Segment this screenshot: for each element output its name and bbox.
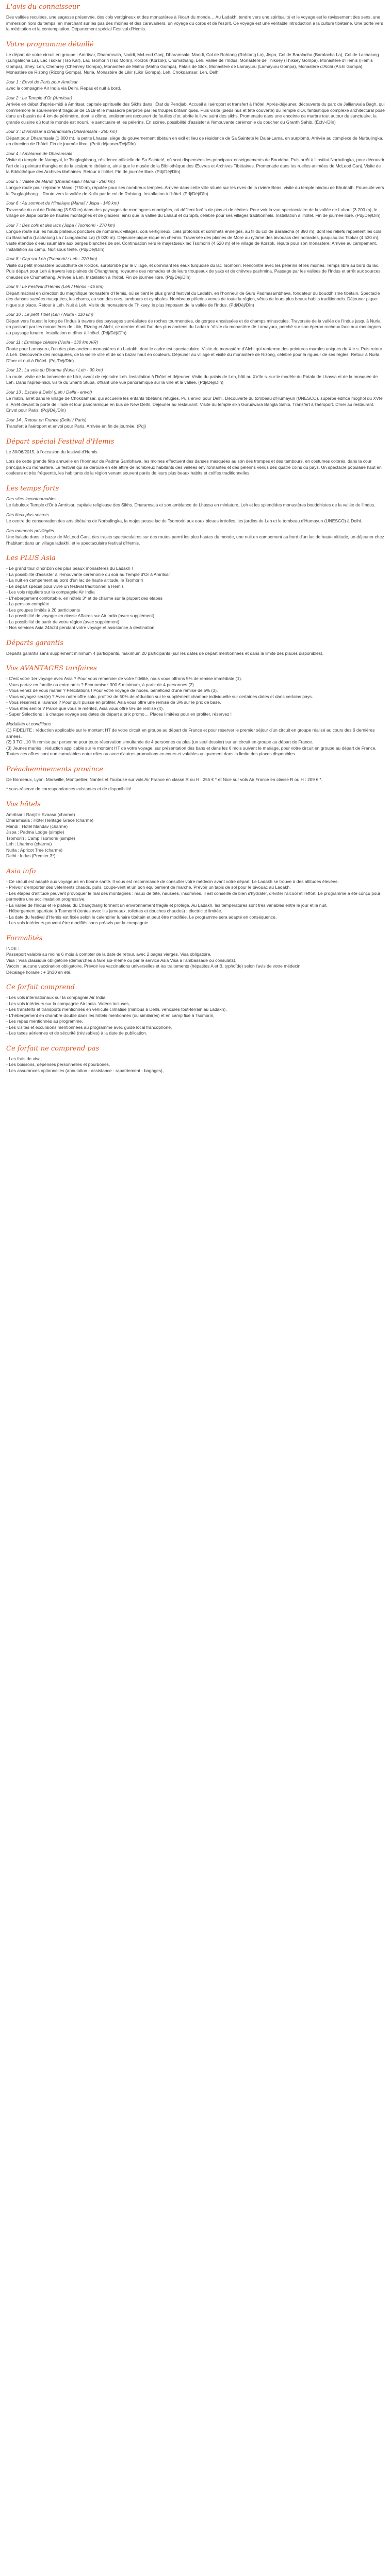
avantages-list bbox=[6, 676, 385, 718]
prochains-note: * sous réserve de correspondances existantes et de disponibilité bbox=[6, 786, 132, 791]
plus-item: - Nos services Asia 24h/24 pendant votre voyage et assistance à destination bbox=[6, 625, 155, 630]
plus-list bbox=[6, 566, 385, 631]
formalite-item: INDE : bbox=[6, 945, 20, 951]
prochains-title: Préacheminements province bbox=[6, 765, 103, 773]
hotel-item: Leh : Lharimo (charme) bbox=[6, 841, 52, 846]
depart-line: Lors de cette grande fête annuelle en l'honneur de Padma Sambhava, les moines effectuent des danses masquées au son des trompes et des tambours, en costumes colorés, dans la cour principale du monastère. Le festival qui se déroule en été attire de nombreux habitants des vallées environnantes et des pèlerins venus des quatre coins du pays. Un spectacle populaire haut en couleurs et très fréquenté, les habitants de la région venant souvent parés de leurs plus beaux habits et coiffes traditionnelles. bbox=[6, 459, 382, 476]
plus-item: - Le grand tour d'horizon des plus beaux monastères du Ladakh ! bbox=[6, 566, 133, 571]
non-compris-item: - Les assurances optionnelles (annulation - assistance - rapatriement - bagages), bbox=[6, 1067, 164, 1073]
non-compris-item: - Les frais de visa, bbox=[6, 1056, 42, 1061]
temps-forts-text: Une balade dans le bazar de McLeod Ganj, des trajets spectaculaires sur des routes parmi les plus hautes du monde, une nuit en campement au bord d'un lac de haute altitude, un déjeuner chez l'habitant dans un village ladakhi, et le spectaculaire festival d'Hemis. bbox=[6, 534, 384, 546]
hotel-item: Dharamsala : Hôtel Heritage Grace (charme) bbox=[6, 818, 94, 823]
plus-title: Les PLUS Asia bbox=[6, 554, 56, 562]
day-text: Traversée du col de Rohtang (3 980 m) dans des paysages de montagnes enneigées, où défilent forêts de pins et de cèdres. Pour voir la vue spectaculaire de la vallée de Lahaul (3 200 m), le village de Jispa bordé de hautes montagnes et de glaciers, ainsi que la vallée du Lahaul et du Spiti, célèbre pour ses villages traditionnels. Installation à l'hôtel. Fin de journée libre. (Pdj/Déj/Dîn) bbox=[6, 207, 381, 218]
temps-forts-label: Des lieux plus secrets bbox=[6, 512, 49, 517]
day-text: Visite du petit monastère bouddhiste de Korzok, surplombé par le village, et dominant les eaux turquoise du lac Tsomoriri. Rencontre avec les pèlerins et les moines. Temps libre au bord du lac. Puis départ pour Leh à travers les plaines de Changthang, royaume des nomades et de leurs troupeaux de yaks et de chèvres pashmina. Passage par les vallées de l'Indus et arrêt aux sources chaudes de Chumathang. Arrivée à Leh. Installation à l'hôtel. Fin de journée libre. (Pdj/Déj/Dîn) bbox=[6, 262, 381, 280]
forfait-item: - Les taxes aériennes et de sécurité (révisables) à la date de publication. bbox=[6, 1030, 148, 1036]
plus-item: - La possibilité de partir de votre région (avec supplément) bbox=[6, 619, 120, 624]
departs-title: Départs garantis bbox=[6, 639, 63, 647]
forfait-item: - Les vols intérieurs sur la compagnie Air India. Vidéos incluses, bbox=[6, 1001, 130, 1006]
day-text: Le matin, arrêt dans le village de Chokdamsar, qui accueille les enfants tibétains réfugiés. Puis envol pour Delhi. Découverte du tombeau d'Humayun (UNESCO), superbe édifice moghol du XVIe s. Arrêt devant la porte de l'Inde et tour panoramique en bus de New Delhi. Déjeuner au restaurant. Visite du temple sikh Gurudwara Bangla Sahib. Transfert à l'aéroport. Dîner au restaurant. Envol pour Paris. (Pdj/Déj/Dîn) bbox=[6, 396, 383, 413]
forfait-item: - Les visites et excursions mentionnées au programme avec guide local francophone, bbox=[6, 1024, 172, 1030]
plus-item: - La nuit en campement au bord d'un lac de haute altitude, le Tsomoriri bbox=[6, 578, 143, 583]
page-content bbox=[0, 0, 391, 1074]
day-text: Départ matinal en direction du magnifique monastère d'Hemis, où se tient le plus grand festival du Ladakh, en l'honneur de Guru Padmasambhava, fondateur du bouddhisme tibétain. Spectacle des danses sacrées masquées, les chams, au son des cors, tambours et cymbales. Nombreux pèlerins venus de toute la région, vêtus de leurs plus beaux habits traditionnels. Déjeuner pique-nique sur place. Retour à Leh. Nuit à Leh. Visite du monastère de Thiksey, le plus imposant de la vallée de l'Indus. (Pdj/Déj/Dîn) bbox=[6, 290, 380, 308]
day-text: Départ vers l'ouest le long de l'Indus à travers des paysages surréalistes de roches tourmentées, de gorges encaissées et de champs minuscules. Traversée de la vallée de l'Indus jusqu'à Nurla en passant par les monastères de Likir, Rizong et Alchi, ce dernier étant l'un des plus anciens du Ladakh. Visite du monastère de Lamayuru, perché sur son éperon rocheux face aux montagnes au paysage lunaire. Installation et dîner à l'hôtel. (Pdj/Déj/Dîn) bbox=[6, 318, 381, 335]
modalite-item: (3) Jeunes mariés : réduction applicable sur le montant HT de votre voyage, sur présentation des bans et dans les 6 mois suivant le mariage, pour votre circuit en groupe au départ de France. bbox=[6, 745, 377, 751]
day-heading: Jour 10 : Le petit Tibet (Leh / Nurla - 110 km) bbox=[6, 312, 93, 317]
avantage-item: - Vous partez en famille ou entre amis ? Economisez 300 € minimum, à partir de 4 personnes (2). bbox=[6, 682, 196, 687]
day-heading: Jour 5 : Vallée de Mandi (Dharamsala / Mandi - 250 km) bbox=[6, 178, 115, 184]
info-item: - Les étapes d'altitude peuvent provoquer le mal des montagnes : maux de tête, nausées, insomnies. Il est conseillé de bien s'hydrater, d'éviter l'alcool et l'effort. Le programme a été conçu pour permettre une acclimatation progressive. bbox=[6, 890, 381, 902]
day-text: Route pour Lamayuru, l'un des plus anciens monastères du Ladakh, dont le cadre est spectaculaire. Visite du monastère d'Alchi qui renferme des peintures murales uniques du XIe s. Puis retour à Leh. Découverte des mosquées, de la vieille ville et de son bazar haut en couleurs. Déjeuner au village et visite du monastère de Rizong, célèbre pour la rigueur de ses règles. Retour à Nurla. Dîner et nuit à l'hôtel. (Pdj/Déj/Dîn) bbox=[6, 346, 382, 363]
info-list bbox=[6, 879, 385, 926]
day-text: Transfert à l'aéroport et envol pour Paris. Arrivée en fin de journée. (Pdj) bbox=[6, 423, 146, 429]
hotel-item: Amritsar : Ranjit's Svaasa (charme) bbox=[6, 811, 75, 817]
depart-title: Départ spécial Festival d'Hemis bbox=[6, 437, 115, 446]
formalite-item: Visa : Visa classique obligatoire (démarches à faire soi-même ou par le service Asia Visa à l'ambassade ou consulats). bbox=[6, 957, 237, 963]
info-item: - La date du festival d'Hemis est fixée selon le calendrier lunaire tibétain et peut être modifiée. Le programme sera adapté en conséquence. bbox=[6, 914, 277, 920]
hotel-item: Delhi : Indus (Premier 3*) bbox=[6, 853, 56, 858]
plus-item: - La possibilité de voyager en classe Affaires sur Air India (avec supplément) bbox=[6, 613, 155, 618]
depart-line: Le 30/06/2015, à l'occasion du festival d'Hemis bbox=[6, 449, 97, 454]
day-heading: Jour 13 : Escale à Delhi (Leh / Delhi - envol) bbox=[6, 389, 92, 395]
temps-forts-label: Des sites incontournables bbox=[6, 496, 57, 501]
info-item: - Prévoir d'emporter des vêtements chauds, pulls, coupe-vent et un bon équipement de marche. Prévoir un tapis de sol pour le bivouac au Ladakh. bbox=[6, 885, 291, 890]
modalite-item: Toutes ces offres sont non cumulables entre elles ou avec d'autres promotions en cours et valables uniquement dans la limite des places disponibles. bbox=[6, 751, 296, 756]
day-text: Longue route sur les hauts plateaux ponctués de nombreux villages, cols vertigineux, ciels profonds et sommets enneigés, au fil du col de Baralacha (4 890 m), dont les reliefs rappellent les cols du Baralacha (Lachalung La / Lungalacha La) (5 020 m). Déjeuner-pique-nique en chemin. Traversée des plaines de More au rythme des bivouacs des nomades, jusqu'au lac Tsokar (4 530 m), vaste étendue d'eau saumâtre aux berges blanches de sel. Continuation vers le majestueux lac Tsomoriri (4 520 m) et le village de Korzok, réputé pour son monastère. Arrivée au campement. Installation au camp. Nuit sous tente. (Pdj/Déj/Dîn) bbox=[6, 229, 382, 252]
day-heading: Jour 14 : Retour en France (Delhi / Paris) bbox=[6, 417, 87, 422]
day-text: Longue route pour rejoindre Mandi (750 m), réputée pour ses nombreux temples. Arrivée dans cette ville située sur les rives de la rivière Beas, visite du temple hindou de Bhutnath. Poursuite vers le Tsuglagkhang... Route vers la vallée de Kullu par le col de Rohtang. Installation à l'hôtel. (Pdj/Déj/Dîn) bbox=[6, 185, 384, 196]
formalite-item: Décalage horaire : + 3h30 en été. bbox=[6, 969, 72, 975]
hotel-item: Mandi : Hotel Mandav (charme) bbox=[6, 823, 68, 829]
day-heading: Jour 6 : Au sommet du Himalaya (Manali / Jispa - 140 km) bbox=[6, 200, 119, 206]
hotel-item: Jispa : Padma Lodge (simple) bbox=[6, 829, 64, 835]
temps-forts-text: Le centre de conservation des arts tibétains de Norbulingka, la majestueuse lac de Tsomoriri aux eaux bleues irréelles, les jardins de Leh et le tombeau d'Humayun (UNESCO) à Delhi. bbox=[6, 518, 362, 523]
hotel-item: Tsomoriri : Camp Tsomoriri (simple) bbox=[6, 835, 75, 841]
temps-forts-title: Les temps forts bbox=[6, 484, 59, 493]
info-item: - Ce circuit est adapté aux voyageurs en bonne santé. Il vous est recommandé de consulter votre médecin avant votre départ. Le Ladakh se trouve à des altitudes élevées. bbox=[6, 878, 339, 884]
temps-forts-label: Des moments privilégiés bbox=[6, 528, 54, 533]
hotels-list bbox=[6, 812, 385, 859]
temps-forts-list bbox=[6, 496, 385, 547]
avantage-item: - Super Sélections : à chaque voyage ses dates de départ à prix promo… Places limitées pour en profiter, réservez ! bbox=[6, 711, 232, 717]
programme-title: Votre programme détaillé bbox=[6, 40, 94, 48]
day-list bbox=[6, 79, 385, 430]
hotels-title: Vos hôtels bbox=[6, 800, 41, 808]
modalite-item: (1) FIDELITE : réduction applicable sur le montant HT de votre circuit en groupe au départ de France et pour réserver le premier séjour d'un circuit en groupe réalisé au cours des 6 dernières années. bbox=[6, 727, 375, 739]
day-text: Visite du temple de Namgyal, le Tsuglagkhang, résidence officielle de Sa Sainteté, où sont dispensées les principaux enseignements de Bouddha. Puis arrêt à l'Institut Norbulingka, pour découvrir l'art de la peinture thangka et de la sculpture tibétaine, ainsi que le musée de la Bibliothèque des Œuvres et Archives Tibétaines. Promenade dans les ruelles animées de McLeod Ganj. Visite de la Bibliothèque des Archives tibétaines. Retour à l'hôtel. Fin de journée libre. (Pdj/Déj/Dîn) bbox=[6, 157, 385, 174]
forfait-item: - L'hébergement en chambre double dans les hôtels mentionnés (ou similaires) et en camp fixe à Tsomoriri, bbox=[6, 1012, 215, 1018]
day-heading: Jour 8 : Cap sur Leh (Tsomoriri / Leh - 220 km) bbox=[6, 256, 97, 261]
modalite-item: (2) 3 TOI, 10 % remise par personne pour toute réservation simultanée de 4 personnes ou plus (un seul dossier) sur un circuit en groupe au départ de France. bbox=[6, 739, 314, 744]
forfait-title: Ce forfait comprend bbox=[6, 984, 75, 991]
day-heading: Jour 1 : Envol de Paris pour Amritsar bbox=[6, 79, 78, 84]
day-heading: Jour 3 : D'Amritsar à Dharamsala (Dharamsala - 250 km) bbox=[6, 129, 117, 134]
avantage-item: - Vous réservez à l'avance ? Pour qu'il puisse en profiter, Asia vous offre une remise de 3% sur le prix de base. bbox=[6, 700, 221, 705]
intro-title: L'avis du connaisseur bbox=[6, 3, 80, 11]
forfait-item: - Les repas mentionnés au programme, bbox=[6, 1019, 83, 1024]
info-title: Asia info bbox=[6, 867, 36, 875]
avantage-item: - Vous voyagez seul(e) ? Avec notre offre solo, profitez de 50% de réduction sur le supplément chambre individuelle sur certaines dates et dans certains pays. bbox=[6, 693, 313, 699]
day-text: La route, visite de la lamaserie de Likir, avant de rejoindre Leh. Installation à l'hôtel et déjeuner. Visite du palais de Leh, bâti au XVIIe s. sur le modèle du Potala de Lhassa et de la mosquée de Leh. Dans l'après-midi, visite du Shanti Stupa, offrant une vue panoramique sur la ville et la vallée. (Pdj/Déj/Dîn) bbox=[6, 374, 378, 385]
temps-forts-text: Le fabuleux Temple d'Or à Amritsar, capitale religieuse des Sikhs, Dharamsala et son ambiance de Lhassa en miniature, Leh et les splendides monastères bouddhistes de la vallée de l'Indus. bbox=[6, 502, 376, 507]
day-text: avec la compagnie Air India via Delhi. Repas et nuit à bord. bbox=[6, 86, 121, 91]
day-heading: Jour 11 : Ermitage céleste (Nurla - 130 km A/R) bbox=[6, 340, 99, 345]
plus-item: - La possibilité d'assister à l'émouvante cérémonie du soir au Temple d'Or à Amritsar bbox=[6, 571, 170, 577]
modalites-label: Modalités et conditions bbox=[6, 721, 51, 726]
day-text: Arrivée en début d'après-midi à Amritsar, capitale spirituelle des Sikhs dans l'État du Pendjab. Accueil à l'aéroport et transfert à l'hôtel. Après-déjeuner, découverte du parc de Jallianwala Bagh, qui commémore le soulèvement tragique de 1919 et le massacre perpétré par les troupes britanniques. Puis visite (pieds nus et tête couverte) du Temple d'Or, fantastique complexe architectural posé dans un bassin de 4 km de périmètre, dont le dôme, entièrement recouvert de feuilles d'or, abrite le livre saint des sikhs. Promenade dans une enceinte de marbre tout autour du sanctuaire, la grande cuisine où tout le monde est nourri, le sanctuaire et les pèlerins. En soirée, possibilité d'assister à l'émouvante cérémonie du coucher du Granth Sahib. (Éch/-/Dîn) bbox=[6, 101, 385, 125]
avantages-title: Vos AVANTAGES tarifaires bbox=[6, 665, 97, 672]
formalites-title: Formalités bbox=[6, 934, 43, 942]
avantage-item: - C'est votre 1er voyage avec Asia ? Pour vous remercier de votre fidélité, nous vous offrons 5% de remise immédiate (1). bbox=[6, 676, 242, 681]
non-compris-title: Ce forfait ne comprend pas bbox=[6, 1044, 100, 1053]
formalite-item: Passeport valable au moins 6 mois à compter de la date de retour, avec 2 pages vierges. Visa obligatoire. bbox=[6, 952, 211, 957]
day-heading: Jour 12 : La voie du Dharma (Nurla / Leh - 90 km) bbox=[6, 367, 103, 372]
day-text: Départ pour Dharamsala (1 800 m), la petite Lhassa, siège du gouvernement tibétain en exil et lieu de résidence de Sa Sainteté le Dalaï-Lama, en surplomb. Arrivée au complexe de Nurbulingka, en direction de l'hôtel. Fin de journée libre. (Petit déjeuner/Déj/Dîn) bbox=[6, 135, 383, 146]
plus-item: - Le départ spécial pour vivre un festival traditionnel à Hemis bbox=[6, 583, 124, 589]
non-compris-item: - Les boissons, dépenses personnelles et pourboires, bbox=[6, 1062, 110, 1067]
day-heading: Jour 2 : Le Temple d'Or (Amritsar) bbox=[6, 95, 72, 100]
programme-intro: Le départ de votre circuit en groupe : Amritsar, Dharamsala, Naddi, McLeod Ganj, Dharamsala, Mandi, Col de Rohtang (Rohtang La), Jispa, Col de Baralacha (Baralacha La), Col de Lachalung (Lungalacha La), Lac Tsokar (Tso Kar), Lac Tsomoriri (Tso Moriri), Korzok (Korzok), Chumathang, Leh, Vallée de l'Indus, Monastère de Thiksey (Thiksey Gompa), Monastère d'Hemis (Hemis Gompa), Shey, Leh, Chemrey (Chemrey Gompa), Monastère de Matho (Matho Gompa), Palais de Stok, Monastère de Lamayuru (Lamayuru Gompa), Monastère d'Alchi (Alchi Gompa), Monastère de Rizong (Rizong Gompa), Nurla, Monastère de Likir (Likir Gompa), Leh, Chokdamsar, Leh, Delhi. bbox=[6, 52, 379, 75]
plus-item: - Les groupes limités à 20 participants bbox=[6, 607, 80, 613]
day-heading: Jour 9 : Le Festival d'Hemis (Leh / Hemis - 45 km) bbox=[6, 284, 104, 289]
hotel-item: Nurla : Apricot Tree (charme) bbox=[6, 847, 63, 853]
avantage-item: - Vous venez de vous marier ? Félicitations ! Pour votre voyage de noces, bénéficiez d'une remise de 5% (3). bbox=[6, 688, 218, 693]
forfait-item: - Les vols internationaux sur la compagnie Air India, bbox=[6, 995, 107, 1000]
avantage-item: - Vous êtes senior ? Parce que vous le méritez, Asia vous offre 5% de remise (4). bbox=[6, 705, 164, 711]
prochains-text: De Bordeaux, Lyon, Marseille, Montpellier, Nantes et Toulouse sur vols Air France en classe R ou H : 255 € * et Nice sur vols Air France en classe R ou H : 209 € *. bbox=[6, 776, 323, 782]
info-item: - Les vols intérieurs peuvent être modifiés sans préavis par la compagnie. bbox=[6, 920, 150, 925]
info-item: - La vallée de l'Indus et le plateau du Changthang forment un environnement fragile et protégé. Au Ladakh, les températures sont très variables entre le jour et la nuit. bbox=[6, 902, 328, 908]
non-compris-list bbox=[6, 1056, 385, 1074]
forfait-list bbox=[6, 995, 385, 1037]
info-item: - Hébergement spartiate à Tsomoriri (tentes avec lits jumeaux, toilettes et douches chaudes) ; électricité limitée. bbox=[6, 908, 222, 913]
plus-item: - La pension complète bbox=[6, 601, 50, 606]
plus-item: - L'hébergement confortable, en hôtels 3* et de charme sur la plupart des étapes bbox=[6, 595, 163, 601]
day-heading: Jour 4 : Ambiance de Dharamsala bbox=[6, 150, 73, 156]
plus-item: - Les vols réguliers sur la compagnie Air India bbox=[6, 589, 95, 595]
formalites-list bbox=[6, 946, 385, 976]
forfait-item: - Les transferts et transports mentionnés en véhicule climatisé (minibus à Delhi, véhicules tout-terrain au Ladakh), bbox=[6, 1007, 227, 1012]
departs-text: Départs garantis sans supplément minimum 4 participants, maximum 20 participants (sur les dates de départ mentionnées et dans la limite des places disponibles). bbox=[6, 650, 324, 656]
formalite-item: Vaccin : aucune vaccination obligatoire. Prévoir les vaccinations universelles et les traitements (hépatites A et B, typhoïde) selon l'avis de votre médecin. bbox=[6, 963, 302, 969]
day-heading: Jour 7 : Des cols et des lacs (Jispa / Tsomoriri - 270 km) bbox=[6, 222, 116, 228]
modalites-list bbox=[6, 727, 385, 757]
intro-text: Des vallées reculées, une sagesse préservée, des cols vertigineux et des monastères à l'écart du monde… Au Ladakh, tendre vers une spiritualité et le voyage est le ravissement des sens, une immersion hors du temps, en marchant sur les pas des moines et des caravaniers, un voyage du corps et de l'esprit. Ce voyage est une véritable introduction à la culture tibétaine. Une porte vers la méditation et la contemplation. Département spécial Festival d'Hemis. bbox=[6, 14, 383, 31]
